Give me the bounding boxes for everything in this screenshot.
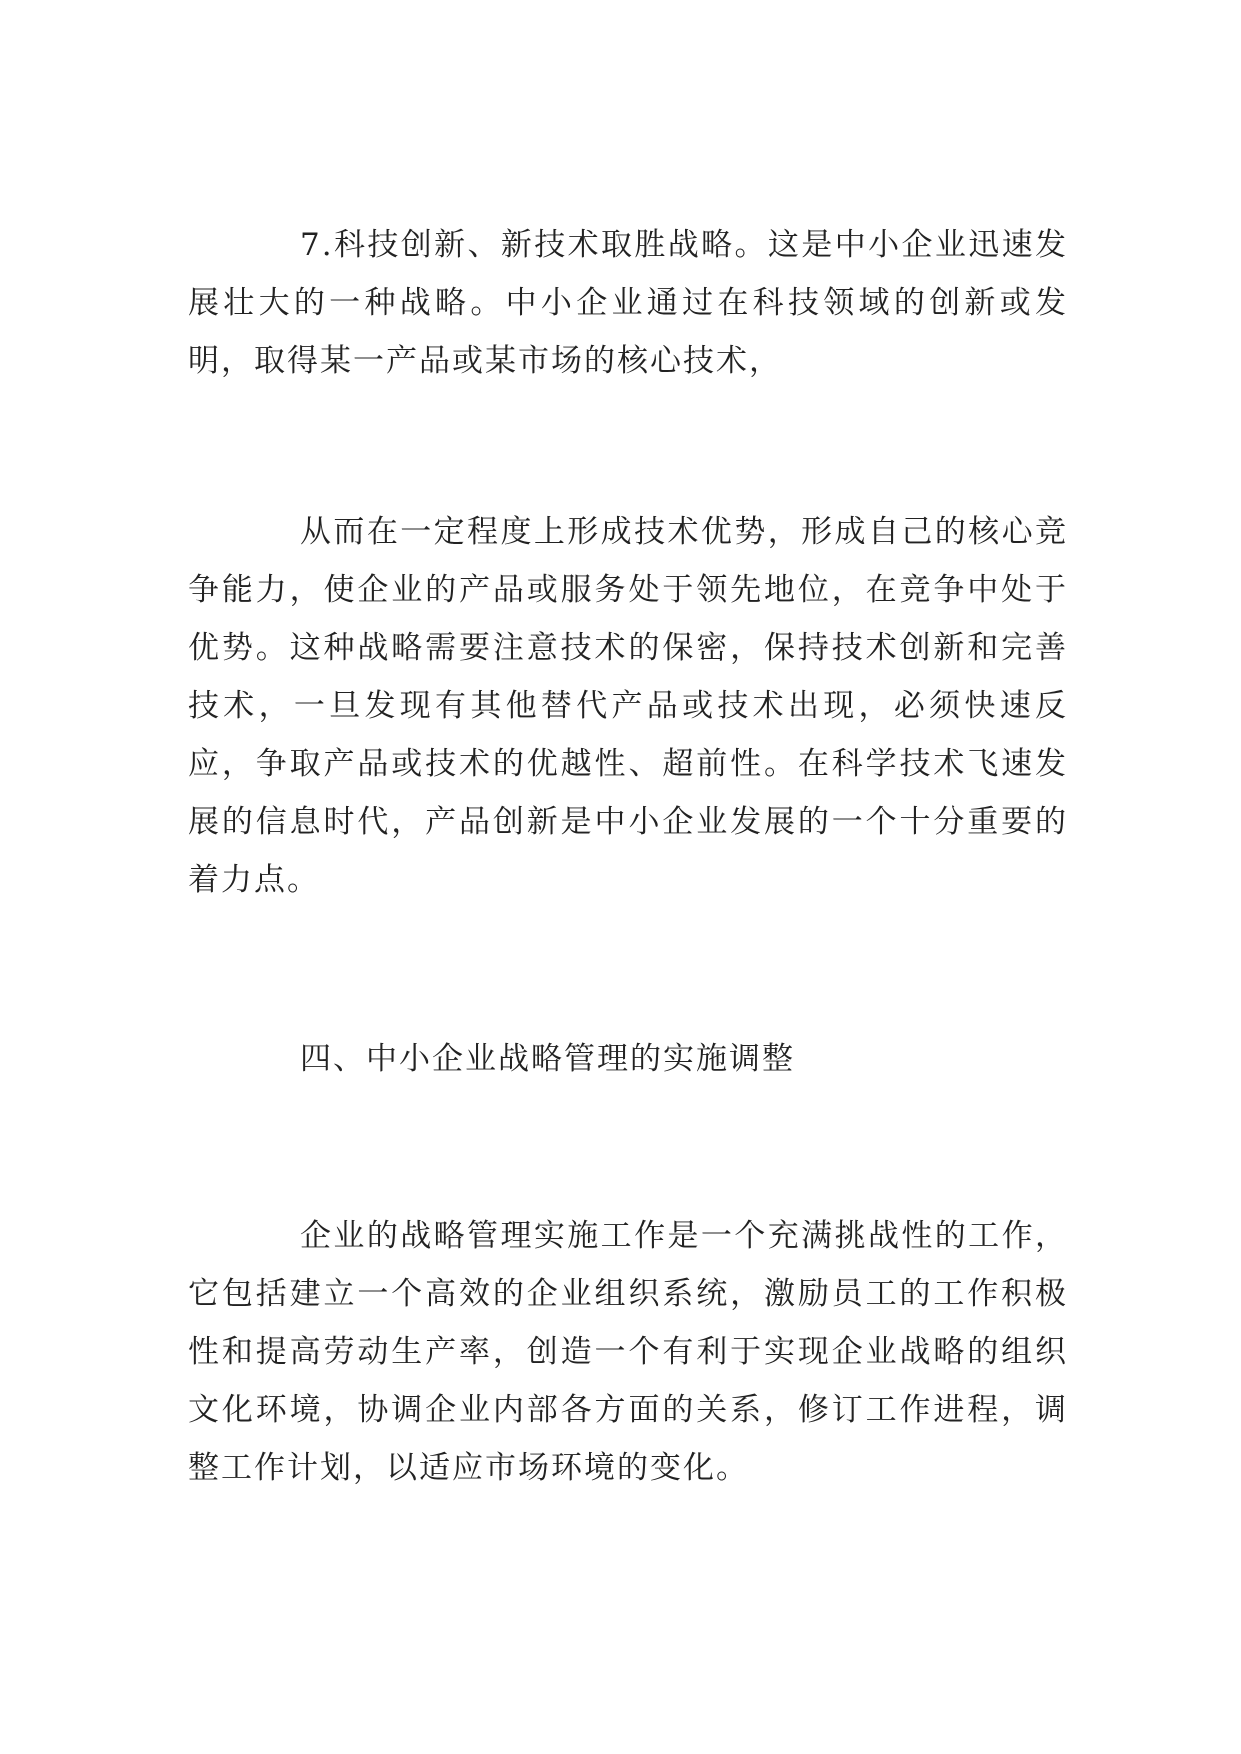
paragraph-tech-advantage: 从而在一定程度上形成技术优势，形成自己的核心竞争能力，使企业的产品或服务处于领先地位，在竞争中处于优势。这种战略需要注意技术的保密，保持技术创新和完善技术，一旦发现有其他替代产品或技术出现，必须快速反应，争取产品或技术的优越性、超前性。在科学技术飞速发展的信息时代，产品创新是中小企业发展的一个十分重要的着力点。 (188, 514, 1068, 898)
section-heading: 四、中小企业战略管理的实施调整 (300, 1041, 795, 1077)
paragraph-strategy-implementation: 企业的战略管理实施工作是一个充满挑战性的工作，它包括建立一个高效的企业组织系统，激励员工的工作积极性和提高劳动生产率，创造一个有利于实现企业战略的组织文化环境，协调企业内部各方面的关系，修订工作进程，调整工作计划，以适应市场环境的变化。 (188, 1218, 1068, 1486)
paragraph-tech-innovation-strategy: 7.科技创新、新技术取胜战略。这是中小企业迅速发展壮大的一种战略。中小企业通过在科技领域的创新或发明，取得某一产品或某市场的核心技术， (188, 227, 1068, 379)
